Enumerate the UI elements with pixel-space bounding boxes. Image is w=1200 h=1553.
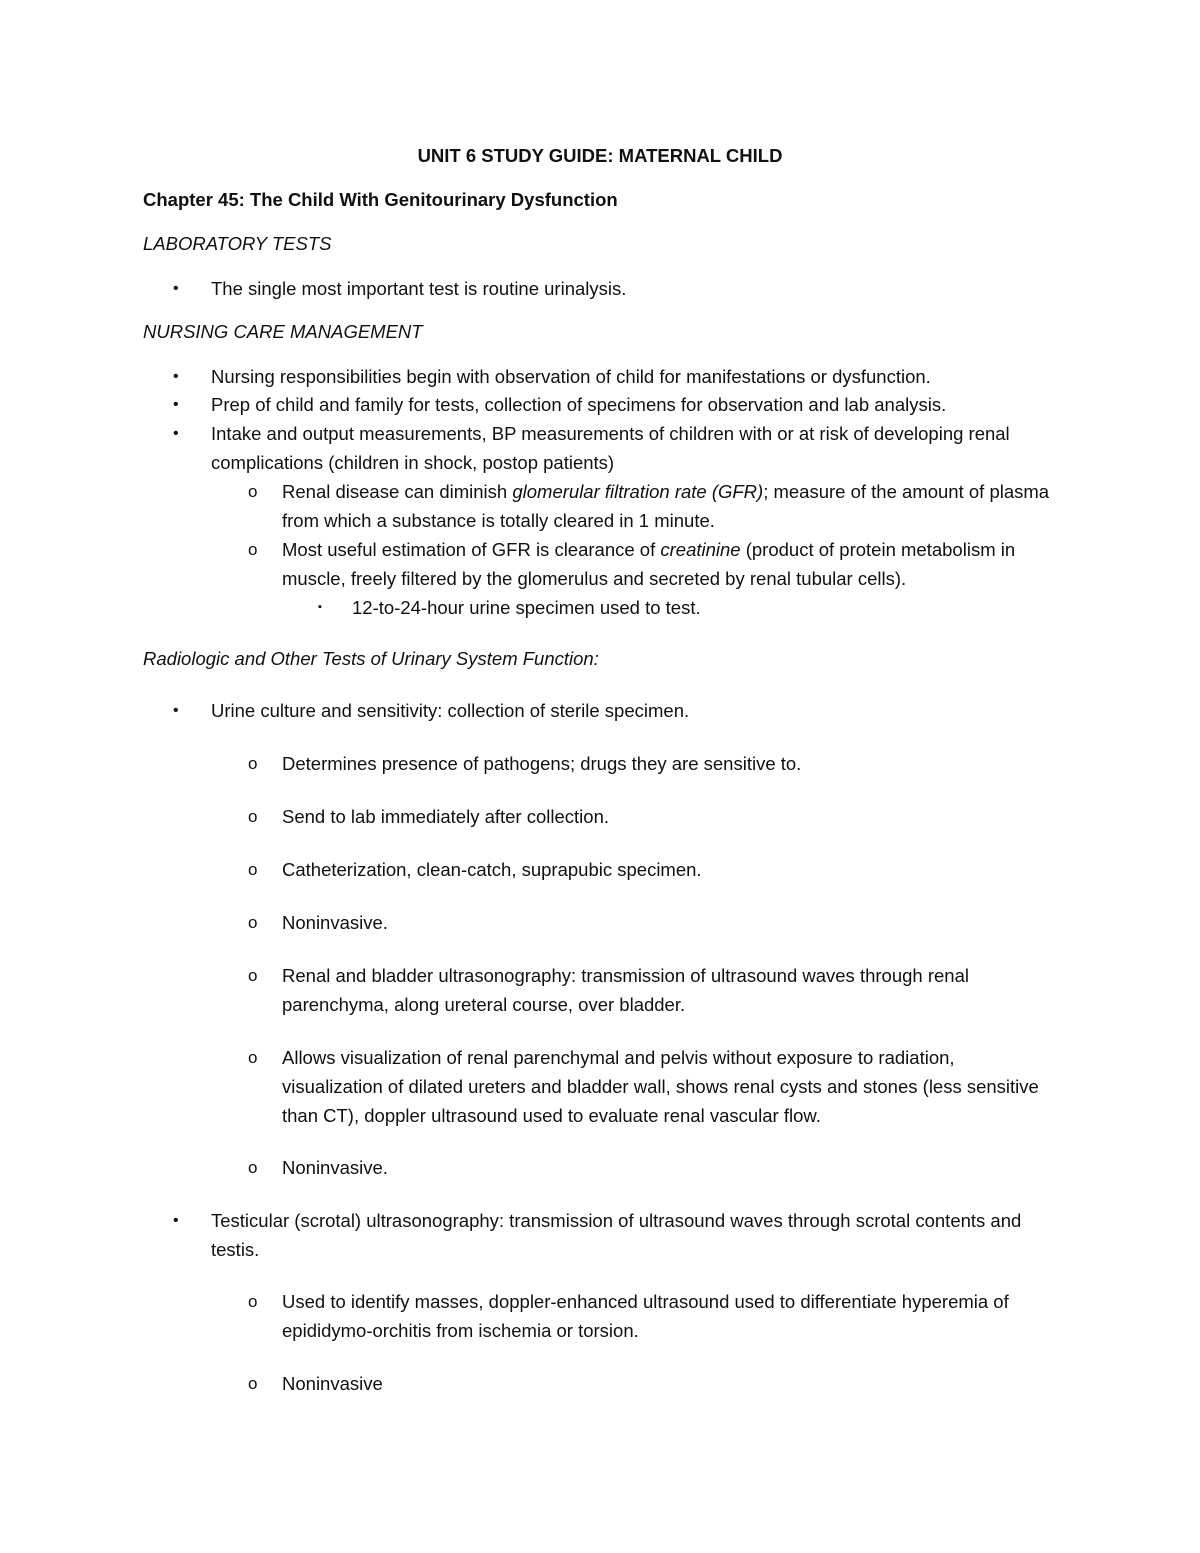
sub-bullet-marker: o [248,540,258,559]
sub-item-emphasis: glomerular filtration rate (GFR) [512,481,764,502]
bullet-marker: • [173,396,179,413]
sub-list-item: Noninvasive. [282,1157,388,1178]
sub-bullet-marker: o [248,1374,258,1393]
list-item: The single most important test is routine urinalysis. [211,278,627,299]
sub-bullet-marker: o [248,966,258,985]
sub-bullet-marker: o [248,754,258,773]
sub-list-item [282,535,1062,593]
sub-sub-bullet-marker: ▪ [318,601,322,613]
sub-bullet-marker: o [248,1158,258,1177]
sub-sub-list-item: 12-to-24-hour urine specimen used to test. [352,597,701,618]
radiologic-heading: Radiologic and Other Tests of Urinary System Function: [143,648,599,669]
sub-bullet-marker: o [248,482,258,501]
sub-bullet-marker: o [248,1292,258,1311]
sub-bullet-marker: o [248,860,258,879]
sub-item-text: Renal disease can diminish [282,481,513,502]
document-title: UNIT 6 STUDY GUIDE: MATERNAL CHILD [417,145,783,166]
list-item: Nursing responsibilities begin with observation of child for manifestations or dysfunction. [211,366,931,387]
sub-bullet-marker: o [248,807,258,826]
sub-bullet-marker: o [248,1048,258,1067]
nursing-care-heading: NURSING CARE MANAGEMENT [143,321,423,342]
sub-list-item: Renal and bladder ultrasonography: transmission of ultrasound waves through renal parenchyma, along ureteral course, over bladder. [282,965,969,1015]
sub-item-text: ; measure of the amount of plasma from which a substance is totally cleared in 1 minute. [282,481,1050,531]
bullet-marker: • [173,368,179,385]
sub-list-item: Used to identify masses, doppler-enhanced ultrasound used to differentiate hyperemia of epididymo-orchitis from ischemia or torsion. [282,1291,1009,1341]
sub-item-emphasis: creatinine [660,539,741,560]
list-item: Testicular (scrotal) ultrasonography: transmission of ultrasound waves through scrotal contents and testis. [211,1210,1022,1260]
list-item: Intake and output measurements, BP measurements of children with or at risk of developing renal complications (children in shock, postop patients) [211,423,1010,473]
chapter-heading: Chapter 45: The Child With Genitourinary Dysfunction [143,189,618,210]
sub-list-item [282,477,1052,535]
bullet-marker: • [173,1212,179,1229]
sub-item-text: Most useful estimation of GFR is clearance of [282,539,661,560]
sub-list-item: Noninvasive. [282,912,388,933]
list-item: Prep of child and family for tests, collection of specimens for observation and lab analysis. [211,394,947,415]
list-item: Urine culture and sensitivity: collection of sterile specimen. [211,700,690,721]
sub-list-item: Noninvasive [282,1373,383,1394]
sub-bullet-marker: o [248,913,258,932]
bullet-marker: • [173,702,179,719]
sub-item-text: (product of protein metabolism in muscle, freely filtered by the glomerulus and secreted by renal tubular cells). [282,539,1016,589]
sub-list-item: Determines presence of pathogens; drugs they are sensitive to. [282,753,802,774]
sub-list-item: Allows visualization of renal parenchymal and pelvis without exposure to radiation, visualization of dilated ureters and bladder wall, shows renal cysts and stones (less sensitive than CT), doppler ultrasound used to evaluate renal vascular flow. [282,1047,1039,1126]
bullet-marker: • [173,280,179,297]
sub-list-item: Send to lab immediately after collection. [282,806,610,827]
bullet-marker: • [173,425,179,442]
sub-list-item: Catheterization, clean-catch, suprapubic specimen. [282,859,702,880]
lab-tests-heading: LABORATORY TESTS [143,233,332,254]
